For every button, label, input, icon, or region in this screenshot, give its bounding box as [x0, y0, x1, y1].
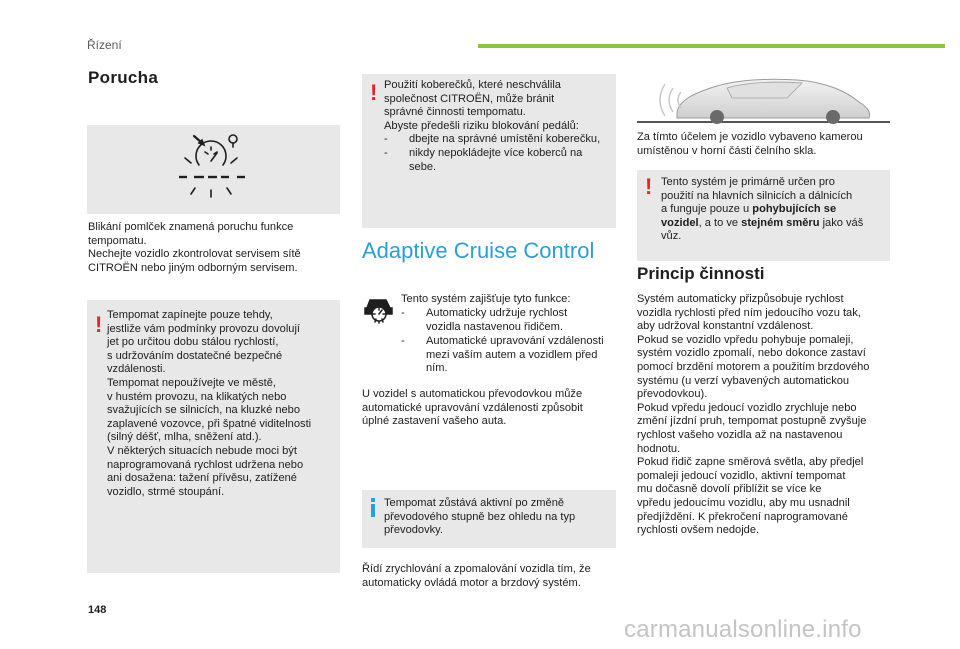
- warning-exclamation-icon: !: [370, 80, 378, 105]
- warning-exclamation-icon: !: [95, 312, 103, 337]
- info-icon-dot: [371, 498, 375, 502]
- warning-exclamation-icon: !: [645, 174, 653, 199]
- warning-text-left: Tempomat zapínejte pouze tehdy, jestliže vám podmínky provozu dovolují jet po určitou dobu stálou rychlostí, s udržováním dostatečné bezpečné vzdálenosti. Tempomat nepoužívejte ve městě, v hustém provozu, na klikatých nebo svažujících se silnicích, na kluzké nebo zaplavené vozovce, při špatné viditelnosti (silný déšť, mlha, sněžení atd.). V některých situacích nebude moci být naprogramovaná rychlost udržena nebo ani dosažena: tažení přívěsu, zatížené vozidlo, strmé stoupání.: [107, 309, 312, 498]
- cruise-fault-icon: [87, 125, 340, 214]
- warning-panel-right: [637, 170, 890, 261]
- section-title: Řízení: [87, 38, 122, 52]
- header-accent-bar: [478, 44, 945, 48]
- acc-icon: [362, 294, 396, 324]
- info-panel-middle: [362, 490, 616, 548]
- princip-text: Systém automaticky přizpůsobuje rychlost vozidla rychlosti před ním jedoucího vozu tak, aby udržoval konstantní vzdálenost. Pokud se vozidlo vpředu pohybuje pomaleji, systém vozidlo zpomalí, nebo dokonce zastaví pomocí brzdění motorem a použitím brzdového systému (u verzí vybavených automatickou převodovkou). Pokud vpředu jedoucí vozidlo zrychluje nebo změní jízdní pruh, tempomat postupně zvyšuje rychlost vašeho vozidla až na nastavenou hodnotu. Pokud řidič zapne směrová světla, aby předjel pomaleji jedoucí vozidlo, aktivní tempomat mu dočasně dovolí přiblížit se více ke vpředu jedoucímu vozidlu, aby mu usnadnil předjíždění. K překročení naprogramované rychlosti ovšem nedojde.: [637, 293, 870, 537]
- car-camera-illustration: [637, 72, 890, 126]
- fault-description: Blikání pomlček znamená poruchu funkce tempomatu. Nechejte vozidlo zkontrolovat servisem sítě CITROËN nebo jiným odborným servisem.: [88, 221, 301, 274]
- warning-intro-middle: Použití koberečků, které neschválila společnost CITROËN, může bránit správné činnosti tempomatu. Abyste předešli riziku blokování pedálů:: [384, 79, 579, 132]
- warning-panel-left: [87, 300, 340, 573]
- acc-intro: Tento systém zajišťuje tyto funkce:: [401, 293, 571, 305]
- warning-text-right: Tento systém je primárně určen pro použití na hlavních silnicích a dálnicích a funguje pouze u pohybujících se vozidel, a to ve stejném směru jako váš vůz.: [661, 176, 864, 243]
- bottom-text-middle: Řídí zrychlování a zpomalování vozidla tím, že automaticky ovládá motor a brzdový systém.: [362, 563, 591, 589]
- heading-porucha: Porucha: [88, 68, 159, 87]
- info-icon-bar: [371, 504, 375, 517]
- auto-gearbox-text: U vozidel s automatickou převodovkou může automatické upravování vzdálenosti způsobit úplné zastavení vašeho auta.: [362, 388, 583, 428]
- info-text-middle: Tempomat zůstává aktivní po změně převodového stupně bez ohledu na typ převodovky.: [384, 497, 576, 537]
- fault-icon-panel: [87, 125, 340, 214]
- page-number: 148: [88, 604, 107, 616]
- warning-panel-middle: ! Použití koberečků, které neschválila společnost CITROËN, může bránit správné činnosti tempomatu. Abyste předešli riziku blokování pedálů: - dbejte na správné umístění koberečku, - nikdy nepokládejte více koberců na sebe.: [362, 74, 616, 228]
- acc-heading: Adaptive Cruise Control: [362, 238, 595, 263]
- watermark: carmanualsonline.info: [624, 616, 862, 643]
- camera-text: Za tímto účelem je vozidlo vybaveno kamerou umístěnou v horní části čelního skla.: [637, 131, 863, 157]
- heading-princip: Princip činnosti: [637, 264, 765, 283]
